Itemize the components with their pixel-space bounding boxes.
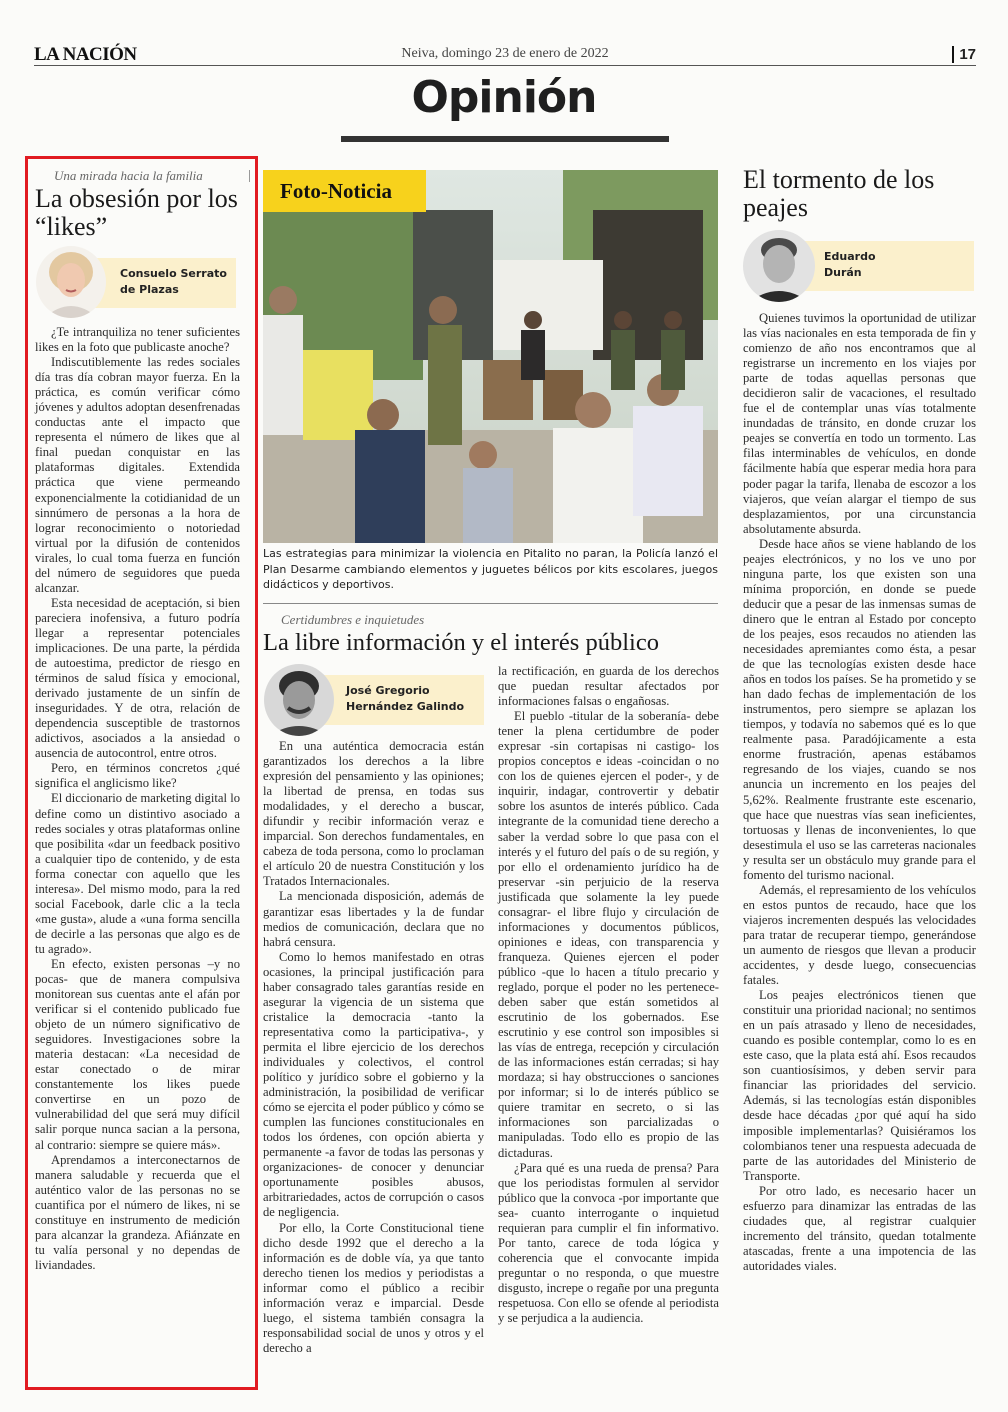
- paragraph: la rectificación, en guarda de los derechos que puedan resultar afectados por informaciones falsas o engañosas.: [498, 664, 719, 709]
- newspaper-logo: LA NACIÓN: [34, 44, 137, 65]
- photo-news-label: Foto-Noticia: [263, 170, 426, 212]
- paragraph: Los peajes electrónicos tienen que constituir una prioridad nacional; no sentimos en un país atrasado y lleno de necesidades, cuando es posible contemplar, como lo es en este caso, que la plata está ahí. Esos recaudos son cuantiosísimos, y deben servir para financiar las prioridades del servicio. Además, si las tecnologías están disponibles desde hace décadas ¿por qué aquí ha sido imposible implementarlas? Quisiéramos los colombianos tener una respuesta adecuada de parte de las autoridades del Ministerio de Transporte.: [743, 988, 976, 1183]
- article-kicker: Una mirada hacia la familia: [54, 168, 203, 183]
- article-body-column-b: [498, 664, 719, 1326]
- article-headline: El tormento de los peajes: [743, 165, 935, 222]
- author-avatar: [264, 664, 334, 736]
- paragraph: ¿Te intranquiliza no tener suficientes likes en la foto que publicaste anoche?: [35, 325, 240, 355]
- police-event-photo: [263, 170, 718, 543]
- paragraph: Indiscutiblemente las redes sociales día tras día cobran mayor fuerza. En la práctica, es común verificar cómo jóvenes y adultos adoptan desenfrenadas conductas ante el impacto que representa el número de likes que al final puedan conquistar en las plataformas digitales. Extendida práctica que viene permeando exponencialmente la cotidianidad de un sinnúmero de personas a la hora de lograr reconocimiento o notoriedad virtual por la difusión de contenidos virales, lo cual toma fuerza en función del número de seguidores que pueda alcanzar.: [35, 355, 240, 595]
- author-avatar: [743, 230, 815, 302]
- paragraph: Como lo hemos manifestado en otras ocasiones, la principal justificación para haber consagrado tales garantías reside en asegurar la vigencia de un sistema que cristalice la democracia -tanto la representativa como la participativa-, y permita el libre ejercicio de los derechos individuales y colectivos, el control político y jurídico sobre el gobierno y la administración, la posibilidad de verificar cómo se ejercita el poder público y cómo se cumplen las funciones constitucionales en todos los órdenes, con opción abierta y permanente -a favor de todas las personas y organizaciones- de conocer y denunciar oportunamente posibles abusos, arbitrariedades, actos de corrupción o casos de negligencia.: [263, 949, 485, 1220]
- article-headline: La obsesión por los “likes”: [35, 184, 238, 241]
- paragraph: Desde hace años se viene hablando de los peajes electrónicos, y no los ve uno por ninguna parte, los que existen son una mínima proporción, en donde se puede deducir que a pesar de las inmensas sumas de dinero que le entran al Estado por concepto de los peajes, esos recaudos no atienden las necesidades apremiantes como ésta, a pesar de que las tecnologías existen desde hace años en todos los países. Se ha prometido y se han dado fechas de implementación de los instrumentos, pero siempre se aplazan los tiempos, y todavía no sabemos qué es lo que realmente pasa. Paradójicamente a esta enorme frustración, apenas estábamos regresando de los viajes, cuando se nos anuncia un incremento en los peajes del 5,62%. Realmente frustrante este escenario, que hace que nuestras vías sean ineficientes, tortuosas y llenas de inconvenientes, lo que desestimula el uso se las carreteras nacionales y resulta ser un obstáculo muy grande para el fomento del turismo nacional.: [743, 536, 976, 882]
- paragraph: Por ello, la Corte Constitucional tiene dicho desde 1992 que el derecho a la información es de doble vía, ya que tanto derecho tienen los medios y periodistas a informar como el público a recibir información veraz e imparcial. Desde luego, el sistema también consagra la responsabilidad social de unos y otros y el derecho a: [263, 1220, 484, 1355]
- paragraph: ¿Para qué es una rueda de prensa? Para que los periodistas formulen al servidor público que la convoca -por importante que sea- cuanto interrogante o inquietud requieran para cumplir el fin informativo. Por tanto, carece de toda lógica y coherencia que el convocante impida preguntar o no responda, o que muestre disgusto, increpe o regañe por una pregunta respetuosa. Con ello se ofende al periodista y se perjudica a la audiencia.: [498, 1160, 719, 1326]
- section-title: Opinión: [411, 72, 597, 123]
- article-kicker: Certidumbres e inquietudes: [281, 612, 425, 627]
- author-name: Eduardo Durán: [824, 250, 876, 279]
- masthead: [34, 44, 976, 66]
- article-body-column-a: [263, 739, 484, 1356]
- caption-divider: [263, 603, 718, 604]
- section-divider: [341, 136, 669, 142]
- dateline: Neiva, domingo 23 de enero de 2022: [401, 46, 609, 61]
- author-name: Consuelo Serrato de Plazas: [120, 267, 227, 296]
- selection-highlight-frame: [25, 156, 258, 1390]
- news-photo: [263, 170, 718, 543]
- article-headline: La libre información y el interés público: [263, 629, 659, 656]
- article-body: [743, 311, 976, 1274]
- paragraph: La mencionada disposición, además de garantizar esas libertades y la de fundar medios de comunicación, declara que no habrá censura.: [263, 889, 484, 949]
- paragraph: En una auténtica democracia están garantizados los derechos a la libre expresión del pensamiento y las opiniones; la libertad de prensa, en todas sus modalidades, y el derecho a buscar, difundir y recibir información veraz e imparcial. Son derechos fundamentales, en cabeza de toda persona, como lo proclaman el artículo 20 de nuestra Constitución y los Tratados Internacionales.: [263, 739, 484, 889]
- paragraph: Por otro lado, es necesario hacer un esfuerzo para dinamizar las entradas de las ciudades que, al registrar cualquier incremento del tránsito, quedan totalmente atascadas, frente a una impotencia de las autoridades viales.: [743, 1183, 976, 1273]
- paragraph: El diccionario de marketing digital lo define como un distintivo asociado a redes sociales y otras plataformas online que posibilita «dar un feedback positivo a cualquier tipo de contenido, y de esta forma conectar con aquello que les interesa». Del mismo modo, para la red social Facebook, darle clic a la tecla «me gusta», alude a «una forma sencilla de decirle a las personas que algo es de tu agrado».: [35, 791, 240, 956]
- paragraph: Aprendamos a interconectarnos de manera saludable y recuerda que el auténtico valor de las personas no se cuantifica por el número de likes, ni se constituye en instrumento de medición para alcanzar la grandeza. Afiánzate en tu valía personal y no dependas de liviandades.: [35, 1152, 240, 1272]
- author-name: José Gregorio Hernández Galindo: [346, 684, 464, 713]
- paragraph: El pueblo -titular de la soberanía- debe tener la plena certidumbre de poder expresar -sin cortapisas ni castigo- los propios conceptos e ideas -coincidan o no con los de quienes ejercen el poder-, y de inquirir, indagar, controvertir y debatir sobre los asuntos de interés público. Cada integrante de la comunidad tiene derecho a saber la verdad sobre lo que pasa con el interés y el futuro del país o de su región, y por ello el ordenamiento jurídico ha de preservar -sin perjuicio de la reserva justificada que solamente la ley puede consagrar- el libre flujo y circulación de informaciones y documentos públicos, opiniones e ideas, con transparencia y franqueza. Quienes ejercen el poder público -que lo hacen a título precario y reglado, porque el poder no les pertenece- deben saber que están sometidos al escrutinio de los gobernados. Ese escrutinio y ese control son imposibles si las vías de entrega, recepción y circulación de las informaciones están cerradas; si hay mordaza; si hay obstrucciones o sanciones por informar; si lo de interés público se quiere tramitar en secreto, o si las informaciones son parcializadas o manipuladas. Todo ello es propio de las dictaduras.: [498, 709, 719, 1160]
- paragraph: Esta necesidad de aceptación, si bien pareciera inofensiva, a futuro podría llegar a representar potenciales implicaciones. De una parte, la pérdida de autoestima, predictor de riesgo en términos de salud física y emocional, derivado justamente de un sinfín de inseguridades. Y de otra, relación de dependencia susceptible de trastornos adictivos, asociados a la ansiedad o ausencia de autocontrol, entre otros.: [35, 595, 240, 761]
- paragraph: Pero, en términos concretos ¿qué significa el anglicismo like?: [35, 761, 240, 791]
- paragraph: Además, el represamiento de los vehículos en estos puntos de recaudo, hace que los viajeros incrementen después las velocidades para tratar de recuperar tiempo, generándose un aumento de riesgos que llevan a producir accidentes, y desde luego, consecuencias fatales.: [743, 882, 976, 988]
- paragraph: Quienes tuvimos la oportunidad de utilizar las vías nacionales en esta temporada de fin y comienzo de año nos encontramos que al registrarse un incremento en los viajes por parte de todas aquellas personas que decidieron salir de vacaciones, el resultado fue el de contemplar unas vías totalmente inundadas de tránsito, en donde cruzar los peajes se convertía en todo un tormento. Las filas interminables de vehículos, en donde fácilmente había que esperar media hora para poder pagar la tarifa, llenaba de escozor a los viajeros, que veían alargar el tiempo de sus desplazamientos, por una circunstancia absolutamente absurda.: [743, 311, 976, 536]
- page-number: 17: [952, 46, 976, 63]
- author-photo: [743, 230, 815, 302]
- paragraph: En efecto, existen personas –y no pocas- que de manera compulsiva monitorean sus cuentas ante el afán por verificar si el contenido publicado fue objeto de un número significativo de seguidores. Investigaciones sobre la materia destacan: «La necesidad de estar conectado o de mirar constantemente los likes puede convertirse en un pozo de vulnerabilidad del que será muy difícil salir porque nunca sacian a la persona, al contrario: siempre se quiere más».: [35, 956, 240, 1152]
- author-photo: [264, 664, 334, 736]
- photo-caption: Las estrategias para minimizar la violencia en Pitalito no paran, la Policía lanzó el Plan Desarme cambiando elementos y juguetes bélicos por kits escolares, juegos didácticos y deportivos.: [263, 547, 718, 591]
